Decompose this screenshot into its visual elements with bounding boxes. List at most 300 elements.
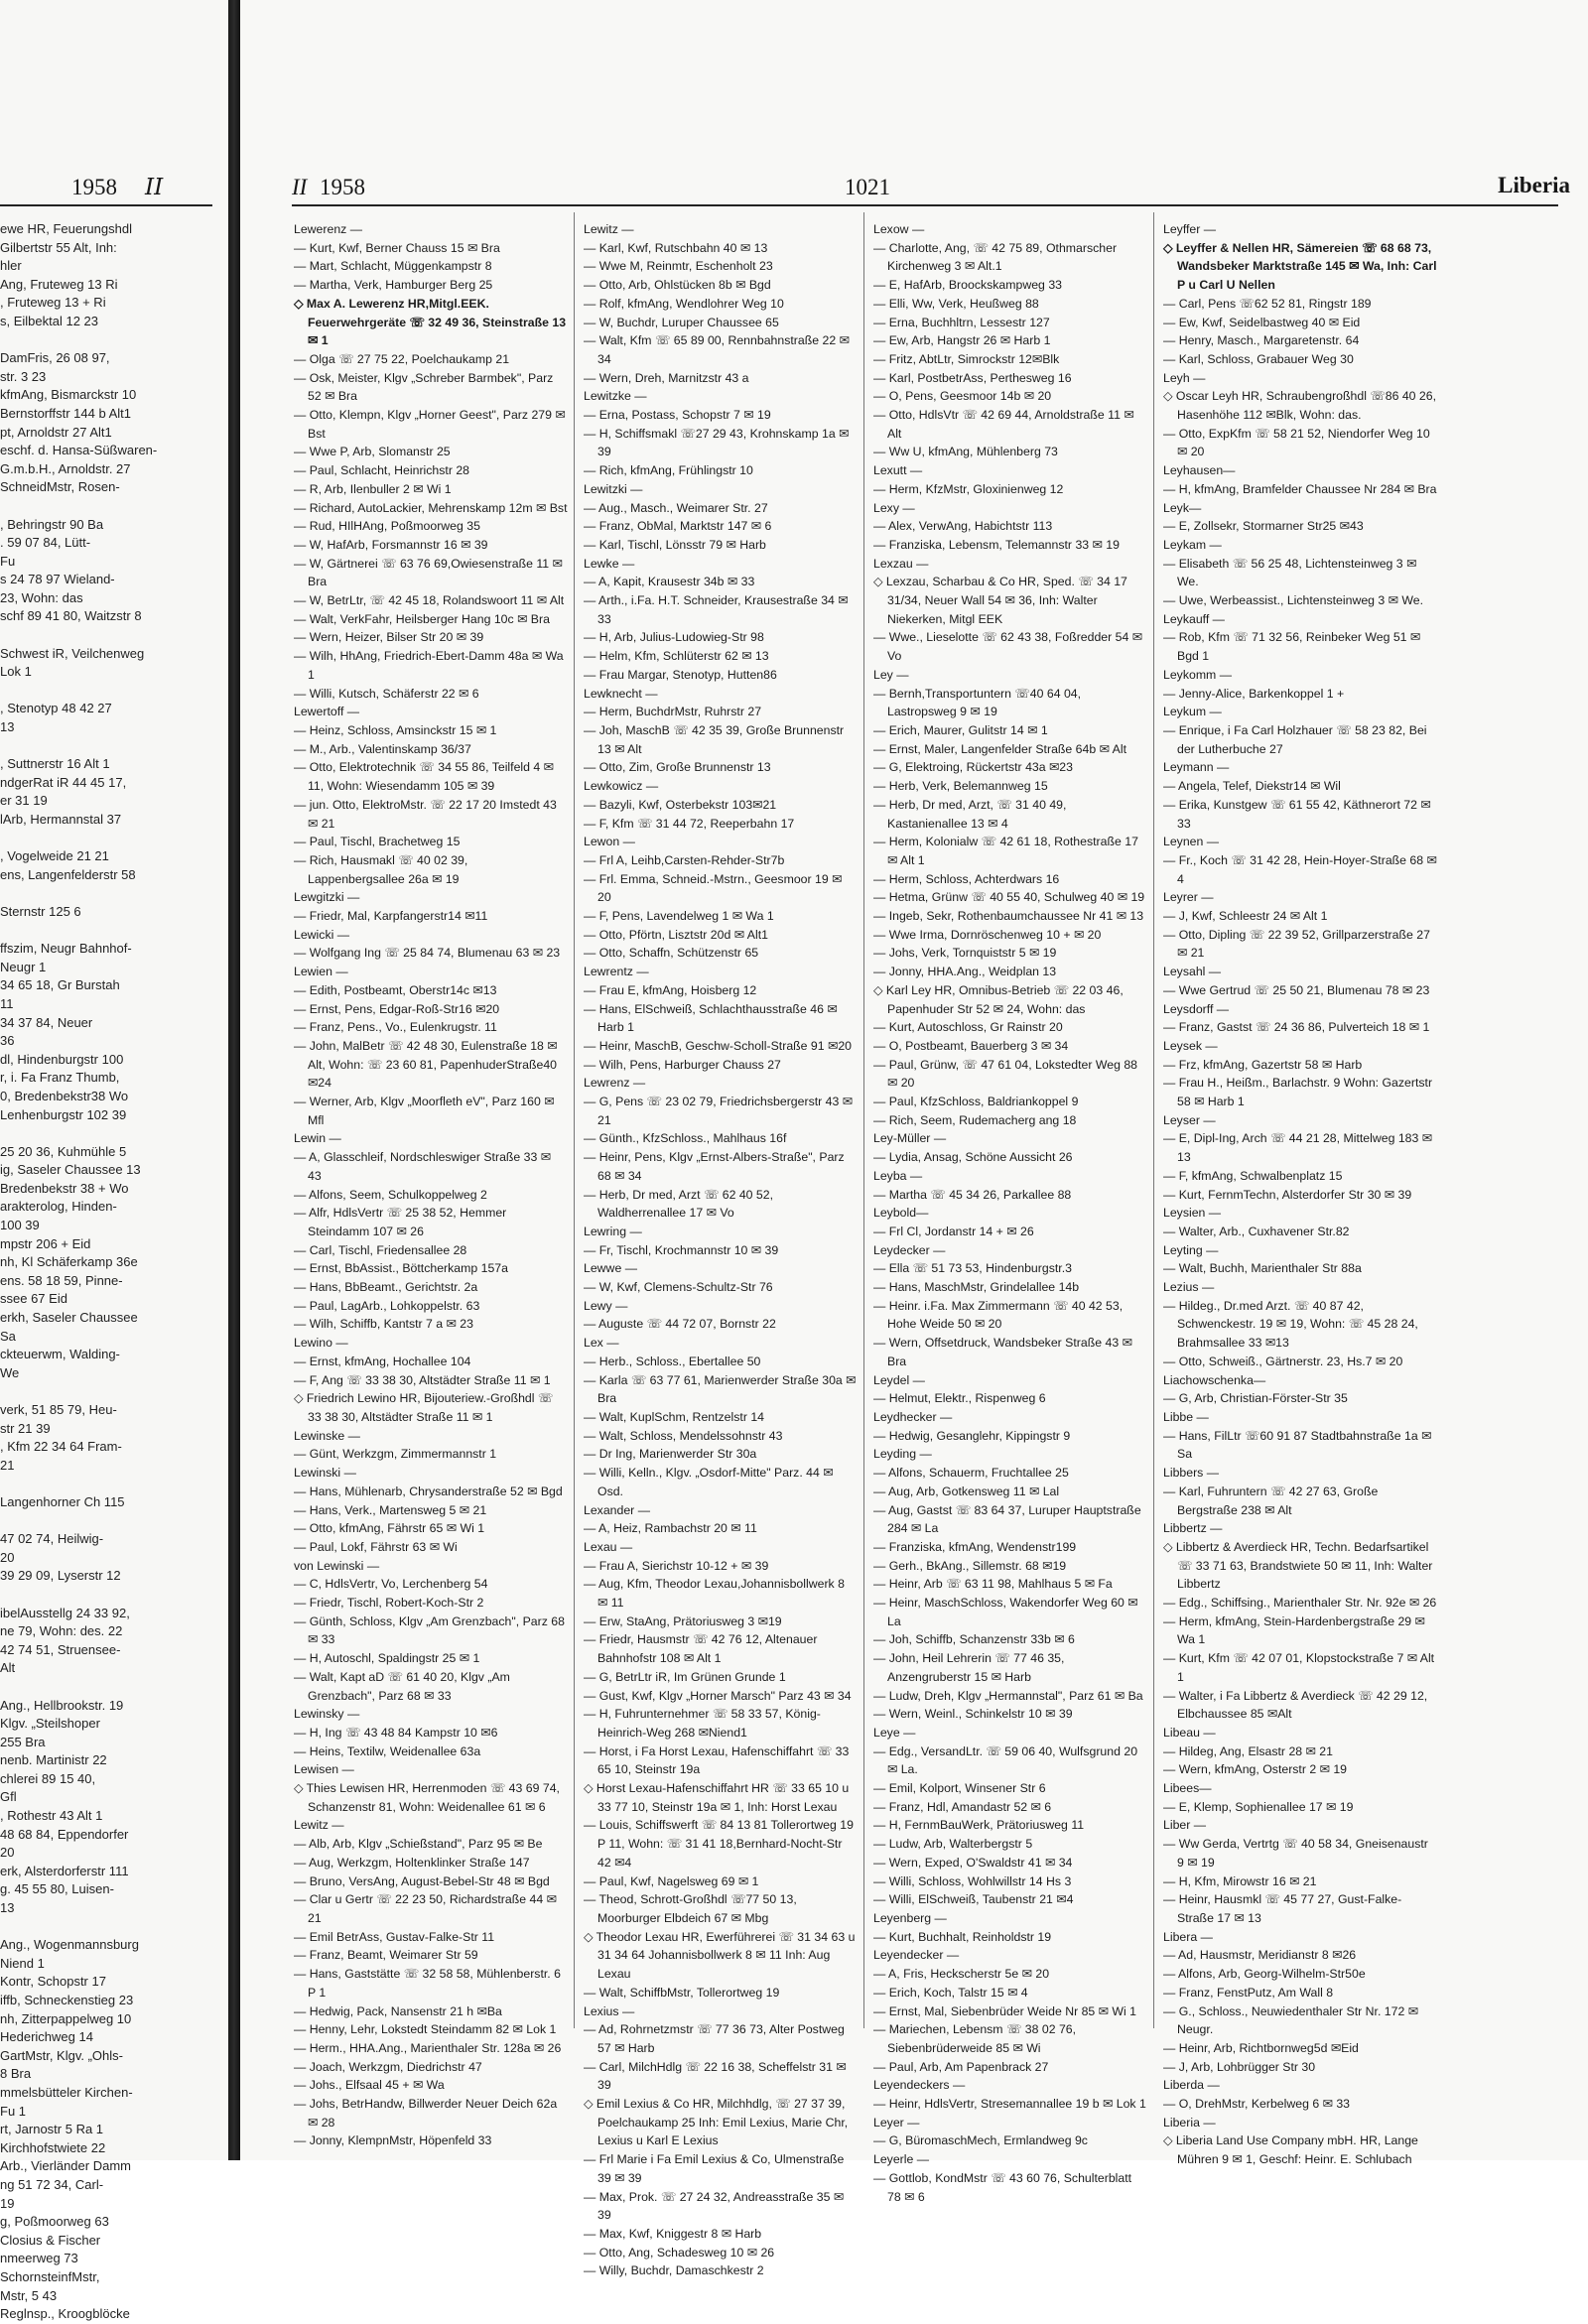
directory-entry: — Friedr, Hausmstr ☏ 42 76 12, Altenauer Bahnhofstr 108 ✉ Alt 1 bbox=[584, 1632, 818, 1666]
directory-entry: — Ew, Arb, Hangstr 26 ✉ Harb 1 bbox=[873, 333, 1051, 348]
directory-entry: — Bazyli, Kwf, Osterbekstr 103✉21 bbox=[584, 797, 777, 812]
surname-heading: Liachowschenka— bbox=[1163, 1372, 1266, 1387]
surname-heading: Leykum — bbox=[1163, 705, 1222, 719]
left-fragment-line: Langenhorner Ch 115 bbox=[0, 1493, 125, 1509]
column-separator bbox=[863, 212, 864, 2028]
directory-entry: — Franz, Hdl, Amandastr 52 ✉ 6 bbox=[873, 1799, 1052, 1814]
surname-heading: Libeau — bbox=[1163, 1725, 1216, 1740]
directory-entry: — Joach, Werkzgm, Diedrichstr 47 bbox=[294, 2059, 482, 2074]
left-fragment-line: s 24 78 97 Wieland- bbox=[0, 572, 115, 587]
left-fragment-line: mmelsbütteler Kirchen- bbox=[0, 2084, 133, 2100]
left-fragment-line: 13 bbox=[0, 719, 15, 735]
left-fragment-line: hler bbox=[0, 258, 22, 274]
left-fragment-line: , Vogelweide 21 21 bbox=[0, 848, 109, 864]
directory-entry: — Herb, Verk, Belemannweg 15 bbox=[873, 779, 1048, 794]
surname-heading: Leydhecker — bbox=[873, 1410, 953, 1424]
left-fragment-line: ffszim, Neugr Bahnhof- bbox=[0, 941, 132, 957]
directory-entry: — Willi, Kelln., Klgv. „Osdorf-Mitte" Parz. 44 ✉ Osd. bbox=[584, 1466, 834, 1498]
directory-entry: — Mart, Schlacht, Müggenkampstr 8 bbox=[294, 259, 492, 274]
directory-entry: — Heins, Textilw, Weidenallee 63a bbox=[294, 1743, 481, 1758]
directory-entry: — Frau A, Sierichstr 10-12 + ✉ 39 bbox=[584, 1558, 769, 1573]
directory-entry: — Rich, kfmAng, Frühlingstr 10 bbox=[584, 463, 753, 478]
directory-entry: — Rob, Kfm ☏ 71 32 56, Reinbeker Weg 51 ✉ Bgd 1 bbox=[1163, 630, 1421, 664]
left-fragment-line: nh, Kl Schäferkamp 36e bbox=[0, 1254, 138, 1270]
directory-entry: — Ad, Rohrnetzmstr ☏ 77 36 73, Alter Postweg 57 ✉ Harb bbox=[584, 2022, 845, 2055]
surname-heading: Liber — bbox=[1163, 1818, 1207, 1833]
left-fragment-line: Gfl bbox=[0, 1789, 17, 1805]
surname-heading: Lexau — bbox=[584, 1539, 633, 1554]
left-fragment-line: 8 Bra bbox=[0, 2066, 32, 2082]
surname-heading: Leyser — bbox=[1163, 1112, 1216, 1127]
directory-entry: ◇ Leyffer & Nellen HR, Sämereien ☏ 68 68 73, Wandsbeker Marktstraße 145 ✉ Wa, Inh: Carl P u Carl U Nellen bbox=[1163, 240, 1437, 293]
left-fragment-line: kfmAng, Bismarckstr 10 bbox=[0, 387, 137, 403]
directory-entry: — Osk, Meister, Klgv „Schreber Barmbek", Parz 52 ✉ Bra bbox=[294, 370, 554, 404]
left-fragment-line: r, i. Fa Franz Thumb, bbox=[0, 1070, 120, 1086]
left-fragment-line bbox=[0, 1124, 220, 1143]
surname-heading: Leydecker — bbox=[873, 1242, 946, 1257]
left-fragment-line: 19 bbox=[0, 2195, 15, 2211]
directory-entry: — Paul, Arb, Am Papenbrack 27 bbox=[873, 2059, 1049, 2074]
directory-entry: — Rich, Hausmakl ☏ 40 02 39, Lappenbergsallee 26a ✉ 19 bbox=[294, 852, 468, 886]
directory-entry: — E, Dipl-Ing, Arch ☏ 44 21 28, Mittelweg 183 ✉ 13 bbox=[1163, 1131, 1433, 1165]
left-fragment-line: Lenhenburgstr 102 39 bbox=[0, 1106, 127, 1122]
surname-heading: Leysahl — bbox=[1163, 965, 1222, 979]
directory-entry: ◇ Theodor Lexau HR, Ewerführerei ☏ 31 34 63 u 31 34 64 Johannisbollwerk 8 ✉ 11 Inh: Aug Lexau bbox=[584, 1929, 856, 1982]
surname-heading: Leyting — bbox=[1163, 1242, 1219, 1257]
surname-heading: Leymann — bbox=[1163, 760, 1230, 775]
surname-heading: Lexy — bbox=[873, 500, 915, 515]
directory-entry: — Gerh., BkAng., Sillemstr. 68 ✉19 bbox=[873, 1558, 1067, 1573]
directory-entry: — Wilh, HhAng, Friedrich-Ebert-Damm 48a ✉ Wa 1 bbox=[294, 649, 564, 682]
directory-entry: — Edith, Postbeamt, Oberstr14c ✉13 bbox=[294, 982, 497, 997]
left-fragment-line: arakterolog, Hinden- bbox=[0, 1199, 117, 1215]
directory-entry: — Herb., Schloss., Ebertallee 50 bbox=[584, 1354, 761, 1368]
left-fragment-line: Arb., Vierländer Damm bbox=[0, 2158, 131, 2174]
directory-entry: — Wern, Offsetdruck, Wandsbeker Straße 43 ✉ Bra bbox=[873, 1336, 1132, 1368]
directory-entry: — Frl A, Leihb,Carsten-Rehder-Str7b bbox=[584, 852, 785, 867]
left-fragment-line: , Rothestr 43 Alt 1 bbox=[0, 1808, 103, 1824]
left-fragment-line: str. 3 23 bbox=[0, 368, 47, 384]
directory-entry: ◇ Oscar Leyh HR, Schraubengroßhdl ☏86 40 26, Hasenhöhe 112 ✉Blk, Wohn: das. bbox=[1163, 389, 1437, 423]
surname-heading: Leyba — bbox=[873, 1168, 923, 1183]
directory-entry: — G, Pens ☏ 23 02 79, Friedrichsbergerstr 43 ✉ 21 bbox=[584, 1095, 854, 1127]
surname-heading: Lewerenz — bbox=[294, 222, 363, 236]
directory-entry: — Ernst, kfmAng, Hochallee 104 bbox=[294, 1354, 471, 1368]
left-header-rule bbox=[0, 204, 212, 206]
directory-entry: — Ernst, BbAssist., Böttcherkamp 157a bbox=[294, 1261, 508, 1276]
left-fragment-line bbox=[0, 331, 220, 350]
directory-entry: — Joh, MaschB ☏ 42 35 39, Große Brunnenstr 13 ✉ Alt bbox=[584, 722, 845, 756]
directory-entry: — Wwe Gertrud ☏ 25 50 21, Blumenau 78 ✉ 23 bbox=[1163, 982, 1430, 997]
directory-entry: — Erich, Maurer, Gulitstr 14 ✉ 1 bbox=[873, 722, 1048, 737]
surname-heading: Leyk— bbox=[1163, 500, 1202, 515]
left-fragment-line: ens, Langenfelderstr 58 bbox=[0, 866, 136, 882]
directory-entry: — Wilh, Pens, Harburger Chauss 27 bbox=[584, 1057, 781, 1072]
directory-entry: — Heinr, Arb ☏ 63 11 98, Mahlhaus 5 ✉ Fa bbox=[873, 1577, 1113, 1592]
directory-entry: — Fritz, AbtLtr, Simrockstr 12✉Blk bbox=[873, 351, 1060, 366]
surname-heading: Libbertz — bbox=[1163, 1521, 1223, 1536]
left-fragment-line: 23, Wohn: das bbox=[0, 589, 83, 605]
directory-entry: — Erna, Buchhltrn, Lessestr 127 bbox=[873, 315, 1050, 329]
directory-entry: — Richard, AutoLackier, Mehrenskamp 12m ✉ Bst bbox=[294, 500, 568, 515]
left-fragment-line: . 59 07 84, Lütt- bbox=[0, 535, 91, 551]
directory-entry: — Heinr. i.Fa. Max Zimmermann ☏ 40 42 53, Hohe Weide 50 ✉ 20 bbox=[873, 1298, 1124, 1332]
left-fragment-line bbox=[0, 682, 220, 701]
directory-entry: — Ernst, Mal, Siebenbrüder Weide Nr 85 ✉ Wi 1 bbox=[873, 2003, 1136, 2018]
directory-entry: — H, FernmBauWerk, Prätoriusweg 11 bbox=[873, 1818, 1085, 1833]
directory-entry: — Franziska, Lebensm, Telemannstr 33 ✉ 19 bbox=[873, 537, 1120, 552]
surname-heading: Libbe — bbox=[1163, 1410, 1209, 1424]
directory-column-4 bbox=[1163, 220, 1570, 2167]
directory-entry: — Elisabeth ☏ 56 25 48, Lichtensteinweg 3 ✉ We. bbox=[1163, 556, 1417, 589]
surname-heading: Ley — bbox=[873, 667, 909, 682]
surname-heading: Leysek — bbox=[1163, 1038, 1218, 1053]
directory-entry: — H, kfmAng, Bramfelder Chaussee Nr 284 ✉ Bra bbox=[1163, 481, 1437, 496]
directory-entry: — Karl, Tischl, Lönsstr 79 ✉ Harb bbox=[584, 537, 766, 552]
directory-entry: — Ww Gerda, Vertrtg ☏ 40 58 34, Gneisenaustr 9 ✉ 19 bbox=[1163, 1837, 1428, 1870]
directory-entry: — G., Schloss., Neuwiedenthaler Str Nr. 172 ✉ Neugr. bbox=[1163, 2003, 1419, 2037]
surname-heading: Lewertoff — bbox=[294, 705, 360, 719]
directory-entry: — Bernh,Transportuntern ☏40 64 04, Lastropsweg 9 ✉ 19 bbox=[873, 686, 1082, 719]
surname-heading: Lewitz — bbox=[294, 1818, 344, 1833]
directory-entry: — Aug., Masch., Weimarer Str. 27 bbox=[584, 500, 768, 515]
directory-entry: — Kurt, Autoschloss, Gr Rainstr 20 bbox=[873, 1020, 1063, 1035]
left-fragment-line: iffb, Schneckenstieg 23 bbox=[0, 1993, 134, 2007]
directory-column-2 bbox=[584, 220, 858, 2278]
directory-entry: — J, Kwf, Schleestr 24 ✉ Alt 1 bbox=[1163, 909, 1328, 924]
surname-heading: Libera — bbox=[1163, 1929, 1213, 1944]
left-fragment-line bbox=[0, 1382, 220, 1401]
left-fragment-line: Niend 1 bbox=[0, 1955, 45, 1971]
left-fragment-line: Kontr, Schopstr 17 bbox=[0, 1974, 106, 1990]
left-fragment-line: Mstr, 5 43 bbox=[0, 2287, 58, 2303]
left-fragment-line: mpstr 206 + Eid bbox=[0, 1235, 91, 1251]
left-fragment-line: 0, Bredenbekstr38 Wo bbox=[0, 1088, 129, 1103]
directory-entry: — Paul, Lokf, Fährstr 63 ✉ Wi bbox=[294, 1539, 458, 1554]
left-fragment-line: g, Poßmoorweg 63 bbox=[0, 2214, 109, 2230]
surname-heading: Lewitz — bbox=[584, 222, 634, 236]
surname-heading: Lex — bbox=[584, 1336, 619, 1351]
surname-heading: Lewkowicz — bbox=[584, 779, 659, 794]
directory-entry: — Aug, Arb, Gotkensweg 11 ✉ Lal bbox=[873, 1484, 1060, 1498]
left-fragment-line: We bbox=[0, 1364, 20, 1380]
directory-entry: — Frau Margar, Stenotyp, Hutten86 bbox=[584, 667, 777, 682]
surname-heading: Lewien — bbox=[294, 965, 348, 979]
left-fragment-line: Kirchhofstwiete 22 bbox=[0, 2139, 106, 2155]
directory-entry: — Ww U, kfmAng, Mühlenberg 73 bbox=[873, 445, 1058, 459]
directory-entry: — Max, Kwf, Kniggestr 8 ✉ Harb bbox=[584, 2226, 762, 2241]
surname-heading: Leynen — bbox=[1163, 835, 1220, 849]
left-fragment-line: nh, Zitterpappelweg 10 bbox=[0, 2010, 132, 2026]
directory-entry: — Hedwig, Gesanglehr, Kippingstr 9 bbox=[873, 1428, 1071, 1443]
directory-entry: — Johs, BetrHandw, Billwerder Neuer Deich 62a ✉ 28 bbox=[294, 2097, 558, 2130]
directory-entry: — Olga ☏ 27 75 22, Poelchaukamp 21 bbox=[294, 351, 510, 366]
surname-heading: Leyrer — bbox=[1163, 890, 1214, 905]
directory-entry: — Frz, kfmAng, Gazertstr 58 ✉ Harb bbox=[1163, 1057, 1363, 1072]
directory-entry: — O, Pens, Geesmoor 14b ✉ 20 bbox=[873, 389, 1052, 404]
directory-entry: — Hans, MaschMstr, Grindelallee 14b bbox=[873, 1280, 1080, 1295]
left-fragment-line: Lok 1 bbox=[0, 664, 32, 680]
directory-entry: — Franz, Pens., Vo., Eulenkrugstr. 11 bbox=[294, 1020, 497, 1035]
directory-entry: — Friedr, Mal, Karpfangerstr14 ✉11 bbox=[294, 909, 488, 924]
left-fragment-line: Sa bbox=[0, 1328, 16, 1344]
surname-heading: Ley-Müller — bbox=[873, 1131, 947, 1146]
surname-heading: Lexutt — bbox=[873, 463, 923, 478]
header-rule bbox=[292, 204, 1558, 206]
left-fragment-line: ibelAusstellg 24 33 92, bbox=[0, 1605, 130, 1620]
left-fragment-line: str 21 39 bbox=[0, 1420, 51, 1436]
directory-entry: — Heinz, Schloss, Amsinckstr 15 ✉ 1 bbox=[294, 722, 497, 737]
left-fragment-line: ig, Saseler Chaussee 13 bbox=[0, 1162, 141, 1178]
surname-heading: Leyendecker — bbox=[873, 1948, 960, 1963]
directory-entry: — F, kfmAng, Schwalbenplatz 15 bbox=[1163, 1168, 1343, 1183]
directory-entry: — Jenny-Alice, Barkenkoppel 1 + bbox=[1163, 686, 1345, 701]
directory-entry: — Aug, Werkzgm, Holtenklinker Straße 147 bbox=[294, 1855, 530, 1870]
directory-entry: — Enrique, i Fa Carl Holzhauer ☏ 58 23 82, Bei der Lutherbuche 27 bbox=[1163, 722, 1427, 756]
directory-entry: — Johs., Elfsaal 45 + ✉ Wa bbox=[294, 2078, 445, 2093]
column-separator bbox=[1153, 212, 1154, 2028]
left-fragment-line: Bernstorffstr 144 b Alt1 bbox=[0, 405, 131, 421]
directory-entry: — Theod, Schrott-Großhdl ☏77 50 13, Moorburger Elbdeich 67 ✉ Mbg bbox=[584, 1892, 797, 1925]
directory-entry: — Alfons, Seem, Schulkoppelweg 2 bbox=[294, 1187, 487, 1202]
directory-entry: — Walter, i Fa Libbertz & Averdieck ☏ 42 29 12, Elbchaussee 85 ✉Alt bbox=[1163, 1688, 1428, 1722]
directory-entry: — Helmut, Elektr., Rispenweg 6 bbox=[873, 1391, 1046, 1406]
directory-entry: — H, Autoschl, Spaldingstr 25 ✉ 1 bbox=[294, 1651, 480, 1666]
left-fragment-line: 255 Bra bbox=[0, 1734, 46, 1749]
directory-entry: — Paul, LagArb., Lohkoppelstr. 63 bbox=[294, 1298, 480, 1313]
surname-heading: von Lewinski — bbox=[294, 1558, 380, 1573]
surname-heading: Leyhausen— bbox=[1163, 463, 1236, 478]
surname-heading: Lewknecht — bbox=[584, 686, 658, 701]
left-fragment-line bbox=[0, 737, 220, 756]
surname-heading: Lexius — bbox=[584, 2003, 635, 2018]
left-fragment-line bbox=[0, 884, 220, 903]
directory-entry: — Willi, ElSchweiß, Taubenstr 21 ✉4 bbox=[873, 1892, 1074, 1907]
directory-entry: — Otto, Elektrotechnik ☏ 34 55 86, Teilfeld 4 ✉ 11, Wohn: Wiesendamm 105 ✉ 39 bbox=[294, 760, 554, 794]
surname-heading: Lewwe — bbox=[584, 1261, 637, 1276]
directory-entry: — Edg., VersandLtr. ☏ 59 06 40, Wulfsgrund 20 ✉ La. bbox=[873, 1743, 1138, 1777]
directory-entry: — G, Arb, Christian-Förster-Str 35 bbox=[1163, 1391, 1348, 1406]
left-fragment-line: er 31 19 bbox=[0, 793, 48, 809]
directory-entry: — Karl, PostbetrAss, Perthesweg 16 bbox=[873, 370, 1072, 385]
directory-entry: — Dr Ing, Marienwerder Str 30a bbox=[584, 1447, 757, 1462]
directory-entry: — Heinr, Hausmkl ☏ 45 77 27, Gust-Falke-Straße 17 ✉ 13 bbox=[1163, 1892, 1402, 1925]
book-gutter bbox=[228, 0, 240, 2160]
directory-entry: — Heinr, HdlsVertr, Stresemannallee 19 b ✉ Lok 1 bbox=[873, 2097, 1146, 2112]
left-fragment-line: , Behringstr 90 Ba bbox=[0, 516, 104, 532]
directory-entry: — Ludw, Dreh, Klgv „Hermannstal", Parz 61 ✉ Ba bbox=[873, 1688, 1143, 1703]
left-fragment-line: eschf. d. Hansa-Süßwaren- bbox=[0, 443, 158, 458]
directory-entry: — John, MalBetr ☏ 42 48 30, Eulenstraße 18 ✉ Alt, Wohn: ☏ 23 60 81, PapenhuderStraße40 ✉24 bbox=[294, 1038, 558, 1091]
directory-entry: ◇ Emil Lexius & Co HR, Milchhdlg, ☏ 27 37 39, Poelchaukamp 25 Inh: Emil Lexius, Marie Chr, Lexius u Karl E Lexius bbox=[584, 2097, 849, 2148]
left-fragment-line bbox=[0, 1475, 220, 1493]
left-fragment-line bbox=[0, 830, 220, 848]
directory-entry: — Walt, Schloss, Mendelssohnstr 43 bbox=[584, 1428, 783, 1443]
directory-entry: — Paul, Grünw, ☏ 47 61 04, Lokstedter Weg 88 ✉ 20 bbox=[873, 1057, 1138, 1091]
page-country-heading: Liberia bbox=[1498, 173, 1570, 197]
left-fragment-line: Sternstr 125 6 bbox=[0, 903, 81, 919]
directory-entry: — Paul, Tischl, Brachetweg 15 bbox=[294, 835, 461, 849]
directory-entry: — Wwe., Lieselotte ☏ 62 43 38, Foßredder 54 ✉ Vo bbox=[873, 630, 1143, 664]
directory-entry: — Carl, Tischl, Friedensallee 28 bbox=[294, 1242, 467, 1257]
directory-entry: — Otto, ExpKfm ☏ 58 21 52, Niendorfer Weg 10 ✉ 20 bbox=[1163, 426, 1430, 459]
directory-entry: — Alfons, Schauerm, Fruchtallee 25 bbox=[873, 1466, 1069, 1481]
surname-heading: Libees— bbox=[1163, 1781, 1212, 1796]
directory-entry: — Hans, FilLtr ☏60 91 87 Stadtbahnstraße 1a ✉ Sa bbox=[1163, 1428, 1432, 1462]
surname-heading: Leyerle — bbox=[873, 2152, 930, 2167]
directory-entry: — Ludw, Arb, Walterbergstr 5 bbox=[873, 1837, 1033, 1852]
left-fragment-line: , Kfm 22 34 64 Fram- bbox=[0, 1439, 122, 1455]
left-fragment-line: nmeerweg 73 bbox=[0, 2251, 78, 2266]
directory-entry: — F, Pens, Lavendelweg 1 ✉ Wa 1 bbox=[584, 909, 774, 924]
surname-heading: Lewrenz — bbox=[584, 1076, 646, 1091]
directory-entry: — John, Heil Lehrerin ☏ 77 46 35, Anzengruberstr 15 ✉ Harb bbox=[873, 1651, 1065, 1684]
directory-entry: — Herm, Kolonialw ☏ 42 61 18, Rothestraße 17 ✉ Alt 1 bbox=[873, 835, 1138, 867]
directory-entry: — Alex, VerwAng, Habichtstr 113 bbox=[873, 519, 1053, 534]
surname-heading: Leyendeckers — bbox=[873, 2078, 966, 2093]
surname-heading: Lewke — bbox=[584, 556, 635, 571]
directory-entry: — Gottlob, KondMstr ☏ 43 60 76, Schulterblatt 78 ✉ 6 bbox=[873, 2170, 1132, 2204]
directory-entry: — Walt, Kfm ☏ 65 89 00, Rennbahnstraße 22 ✉ 34 bbox=[584, 333, 850, 366]
left-fragment-line: Ang., Hellbrookstr. 19 bbox=[0, 1697, 124, 1713]
directory-entry: — Alfons, Arb, Georg-Wilhelm-Str50e bbox=[1163, 1967, 1366, 1982]
directory-entry: — Walt, VerkFahr, Heilsberger Hang 10c ✉ Bra bbox=[294, 611, 550, 626]
directory-entry: — W, BetrLtr, ☏ 42 45 18, Rolandswoort 11 ✉ Alt bbox=[294, 593, 565, 608]
left-fragment-line: 48 68 84, Eppendorfer bbox=[0, 1826, 129, 1842]
left-fragment-line: erkh, Saseler Chaussee bbox=[0, 1310, 138, 1326]
directory-entry: — Herm, Schloss, Achterdwars 16 bbox=[873, 871, 1060, 886]
directory-entry: — Otto, Pförtn, Lisztstr 20d ✉ Alt1 bbox=[584, 927, 768, 942]
surname-heading: Lewring — bbox=[584, 1224, 642, 1238]
directory-entry: — Carl, MilchHdlg ☏ 22 16 38, Scheffelstr 31 ✉ 39 bbox=[584, 2059, 847, 2093]
directory-entry: — Martha, Verk, Hamburger Berg 25 bbox=[294, 278, 493, 293]
directory-entry: — Walter, Arb., Cuxhavener Str.82 bbox=[1163, 1224, 1350, 1238]
surname-heading: Lewgitzki — bbox=[294, 890, 360, 905]
directory-entry: — Erw, StaAng, Prätoriusweg 3 ✉19 bbox=[584, 1614, 782, 1628]
left-fragment-line: DamFris, 26 08 97, bbox=[0, 350, 110, 366]
directory-entry: — Jonny, HHA.Ang., Weidplan 13 bbox=[873, 965, 1057, 979]
directory-entry: — Frl. Emma, Schneid.-Mstrn., Geesmoor 19 ✉ 20 bbox=[584, 871, 843, 905]
directory-entry: — Paul, KfzSchloss, Baldriankoppel 9 bbox=[873, 1095, 1079, 1109]
directory-entry: — G, BüromaschMech, Ermlandweg 9c bbox=[873, 2133, 1088, 2148]
left-fragment-line: chlerei 89 15 40, bbox=[0, 1770, 96, 1786]
directory-entry: — Franz, ObMal, Marktstr 147 ✉ 6 bbox=[584, 519, 772, 534]
directory-entry: — Kurt, Buchhalt, Reinholdstr 19 bbox=[873, 1929, 1052, 1944]
left-page-volume: II bbox=[145, 175, 164, 200]
left-fragment-line bbox=[0, 1918, 220, 1937]
surname-heading: Lexow — bbox=[873, 222, 925, 236]
left-page-year: 1958 bbox=[71, 175, 117, 199]
surname-heading: Leybold— bbox=[873, 1206, 929, 1221]
left-fragment-line: ng 51 72 34, Carl- bbox=[0, 2176, 104, 2192]
directory-entry: — Joh, Schiffb, Schanzenstr 33b ✉ 6 bbox=[873, 1632, 1075, 1647]
left-fragment-line: 20 bbox=[0, 1845, 15, 1861]
left-fragment-line: 34 37 84, Neuer bbox=[0, 1014, 93, 1030]
directory-entry: — Wolfgang Ing ☏ 25 84 74, Blumenau 63 ✉ 23 bbox=[294, 946, 561, 961]
surname-heading: Lewicki — bbox=[294, 927, 350, 942]
surname-heading: Leykauff — bbox=[1163, 611, 1225, 626]
left-fragment-line: Reglnsp., Kroogblöcke bbox=[0, 2306, 130, 2322]
directory-entry: — W, Gärtnerei ☏ 63 76 69,Owiesenstraße 11 ✉ Bra bbox=[294, 556, 563, 589]
directory-entry: — Wilh, Schiffb, Kantstr 7 a ✉ 23 bbox=[294, 1317, 473, 1332]
left-fragment-line: , Fruteweg 13 + Ri bbox=[0, 295, 106, 311]
directory-entry: — O, Postbeamt, Bauerberg 3 ✉ 34 bbox=[873, 1038, 1069, 1053]
directory-entry: — Otto, Zim, Große Brunnenstr 13 bbox=[584, 760, 771, 775]
directory-entry: — Frau E, kfmAng, Hoisberg 12 bbox=[584, 982, 757, 997]
directory-entry: — J, Arb, Lohbrügger Str 30 bbox=[1163, 2059, 1316, 2074]
directory-entry: — Wern, Weinl., Schinkelstr 10 ✉ 39 bbox=[873, 1707, 1073, 1722]
directory-entry: — Henny, Lehr, Lokstedt Steindamm 82 ✉ Lok 1 bbox=[294, 2022, 557, 2037]
directory-entry: — Herm, kfmAng, Stein-Hardenbergstraße 29 ✉ Wa 1 bbox=[1163, 1614, 1425, 1647]
left-fragment-line: 13 bbox=[0, 1900, 15, 1916]
left-fragment-line: ckteuerwm, Walding- bbox=[0, 1347, 120, 1362]
directory-entry: — Herm, KfzMstr, Gloxinienweg 12 bbox=[873, 481, 1064, 496]
left-fragment-line: Closius & Fischer bbox=[0, 2232, 101, 2248]
directory-entry: — Paul, Kwf, Nagelsweg 69 ✉ 1 bbox=[584, 1873, 759, 1888]
directory-entry: — Jonny, KlempnMstr, Höpenfeld 33 bbox=[294, 2133, 492, 2148]
directory-entry: — Karla ☏ 63 77 61, Marienwerder Straße 30a ✉ Bra bbox=[584, 1372, 857, 1406]
directory-entry: — Edg., Schiffsing., Marienthaler Str. Nr. 92e ✉ 26 bbox=[1163, 1596, 1437, 1611]
directory-entry: — Herb, Dr med, Arzt, ☏ 31 40 49, Kastanienallee 13 ✉ 4 bbox=[873, 797, 1067, 831]
directory-entry: — Franz, Beamt, Weimarer Str 59 bbox=[294, 1948, 478, 1963]
directory-entry: — Herm, BuchdrMstr, Ruhrstr 27 bbox=[584, 705, 762, 719]
directory-entry: — Uwe, Werbeassist., Lichtensteinweg 3 ✉ We. bbox=[1163, 593, 1424, 608]
directory-entry: — H, Arb, Julius-Ludowieg-Str 98 bbox=[584, 630, 764, 645]
directory-entry: — Kurt, Kwf, Berner Chauss 15 ✉ Bra bbox=[294, 240, 500, 255]
directory-entry: — Wern, Exped, O'Swaldstr 41 ✉ 34 bbox=[873, 1855, 1073, 1870]
directory-entry: — Otto, Ang, Schadesweg 10 ✉ 26 bbox=[584, 2245, 775, 2259]
directory-entry: — Franz, FenstPutz, Am Wall 8 bbox=[1163, 1985, 1334, 2000]
surname-heading: Lewrentz — bbox=[584, 965, 649, 979]
left-fragment-line: Ang, Fruteweg 13 Ri bbox=[0, 276, 118, 292]
directory-entry: — Emil, Kolport, Winsener Str 6 bbox=[873, 1781, 1046, 1796]
directory-entry: ◇ Max A. Lewerenz HR,Mitgl.EEK. Feuerwehrgeräte ☏ 32 49 36, Steinstraße 13 ✉ 1 bbox=[294, 296, 567, 348]
surname-heading: Leydel — bbox=[873, 1372, 925, 1387]
left-fragment-line: lArb, Hermannstal 37 bbox=[0, 812, 122, 827]
left-fragment-line: ne 79, Wohn: des. 22 bbox=[0, 1623, 123, 1639]
directory-entry: ◇ Thies Lewisen HR, Herrenmoden ☏ 43 69 74, Schanzenstr 81, Wohn: Weidenallee 61 ✉ 6 bbox=[294, 1781, 560, 1814]
directory-entry: — Heinr, MaschB, Geschw-Scholl-Straße 91 ✉20 bbox=[584, 1038, 853, 1053]
left-fragment-line: 34 65 18, Gr Burstah bbox=[0, 977, 120, 993]
surname-heading: Lewinske — bbox=[294, 1428, 360, 1443]
directory-column-3 bbox=[873, 220, 1147, 2204]
directory-entry: — Heinr, Pens, Klgv „Ernst-Albers-Straße", Parz 68 ✉ 34 bbox=[584, 1150, 845, 1183]
directory-entry: — F, Ang ☏ 33 38 30, Altstädter Straße 11 ✉ 1 bbox=[294, 1372, 551, 1387]
left-fragment-line bbox=[0, 922, 220, 941]
surname-heading: Leysdorff — bbox=[1163, 1001, 1230, 1016]
left-fragment-line: verk, 51 85 79, Heu- bbox=[0, 1402, 117, 1417]
directory-entry: — Frl Cl, Jordanstr 14 + ✉ 26 bbox=[873, 1224, 1034, 1238]
directory-entry: — Herm., HHA.Ang., Marienthaler Str. 128a ✉ 26 bbox=[294, 2040, 562, 2055]
directory-entry: — G, Elektroing, Rückertstr 43a ✉23 bbox=[873, 760, 1073, 775]
left-page-column bbox=[0, 220, 220, 2324]
directory-entry: — Otto, Dipling ☏ 22 39 52, Grillparzerstraße 27 ✉ 21 bbox=[1163, 927, 1430, 961]
left-fragment-line bbox=[0, 497, 220, 516]
left-fragment-line: dl, Hindenburgstr 100 bbox=[0, 1051, 124, 1067]
directory-entry: — Elli, Ww, Verk, Heußweg 88 bbox=[873, 296, 1039, 311]
left-fragment-line bbox=[0, 1512, 220, 1531]
directory-entry: — Frl Marie i Fa Emil Lexius & Co, Ulmenstraße 39 ✉ 39 bbox=[584, 2152, 845, 2185]
directory-entry: — Otto, HdlsVtr ☏ 42 69 44, Arnoldstraße 11 ✉ Alt bbox=[873, 408, 1134, 441]
left-fragment-line: pt, Arnoldstr 27 Alt1 bbox=[0, 424, 112, 440]
surname-heading: Lewitzki — bbox=[584, 481, 643, 496]
left-fragment-line: 100 39 bbox=[0, 1218, 40, 1233]
directory-entry: ◇ Karl Ley HR, Omnibus-Betrieb ☏ 22 03 46, Papenhuder Str 52 ✉ 24, Wohn: das bbox=[873, 982, 1124, 1016]
directory-entry: — Emil BetrAss, Gustav-Falke-Str 11 bbox=[294, 1929, 495, 1944]
directory-column-1 bbox=[294, 220, 568, 2148]
directory-entry: — Walt, SchiffbMstr, Tollerortweg 19 bbox=[584, 1985, 780, 2000]
directory-entry: — Hildeg., Dr.med Arzt. ☏ 40 87 42, Schwenckestr. 19 ✉ 19, Wohn: ☏ 45 28 24, Brahmsallee 33 ✉13 bbox=[1163, 1298, 1418, 1351]
